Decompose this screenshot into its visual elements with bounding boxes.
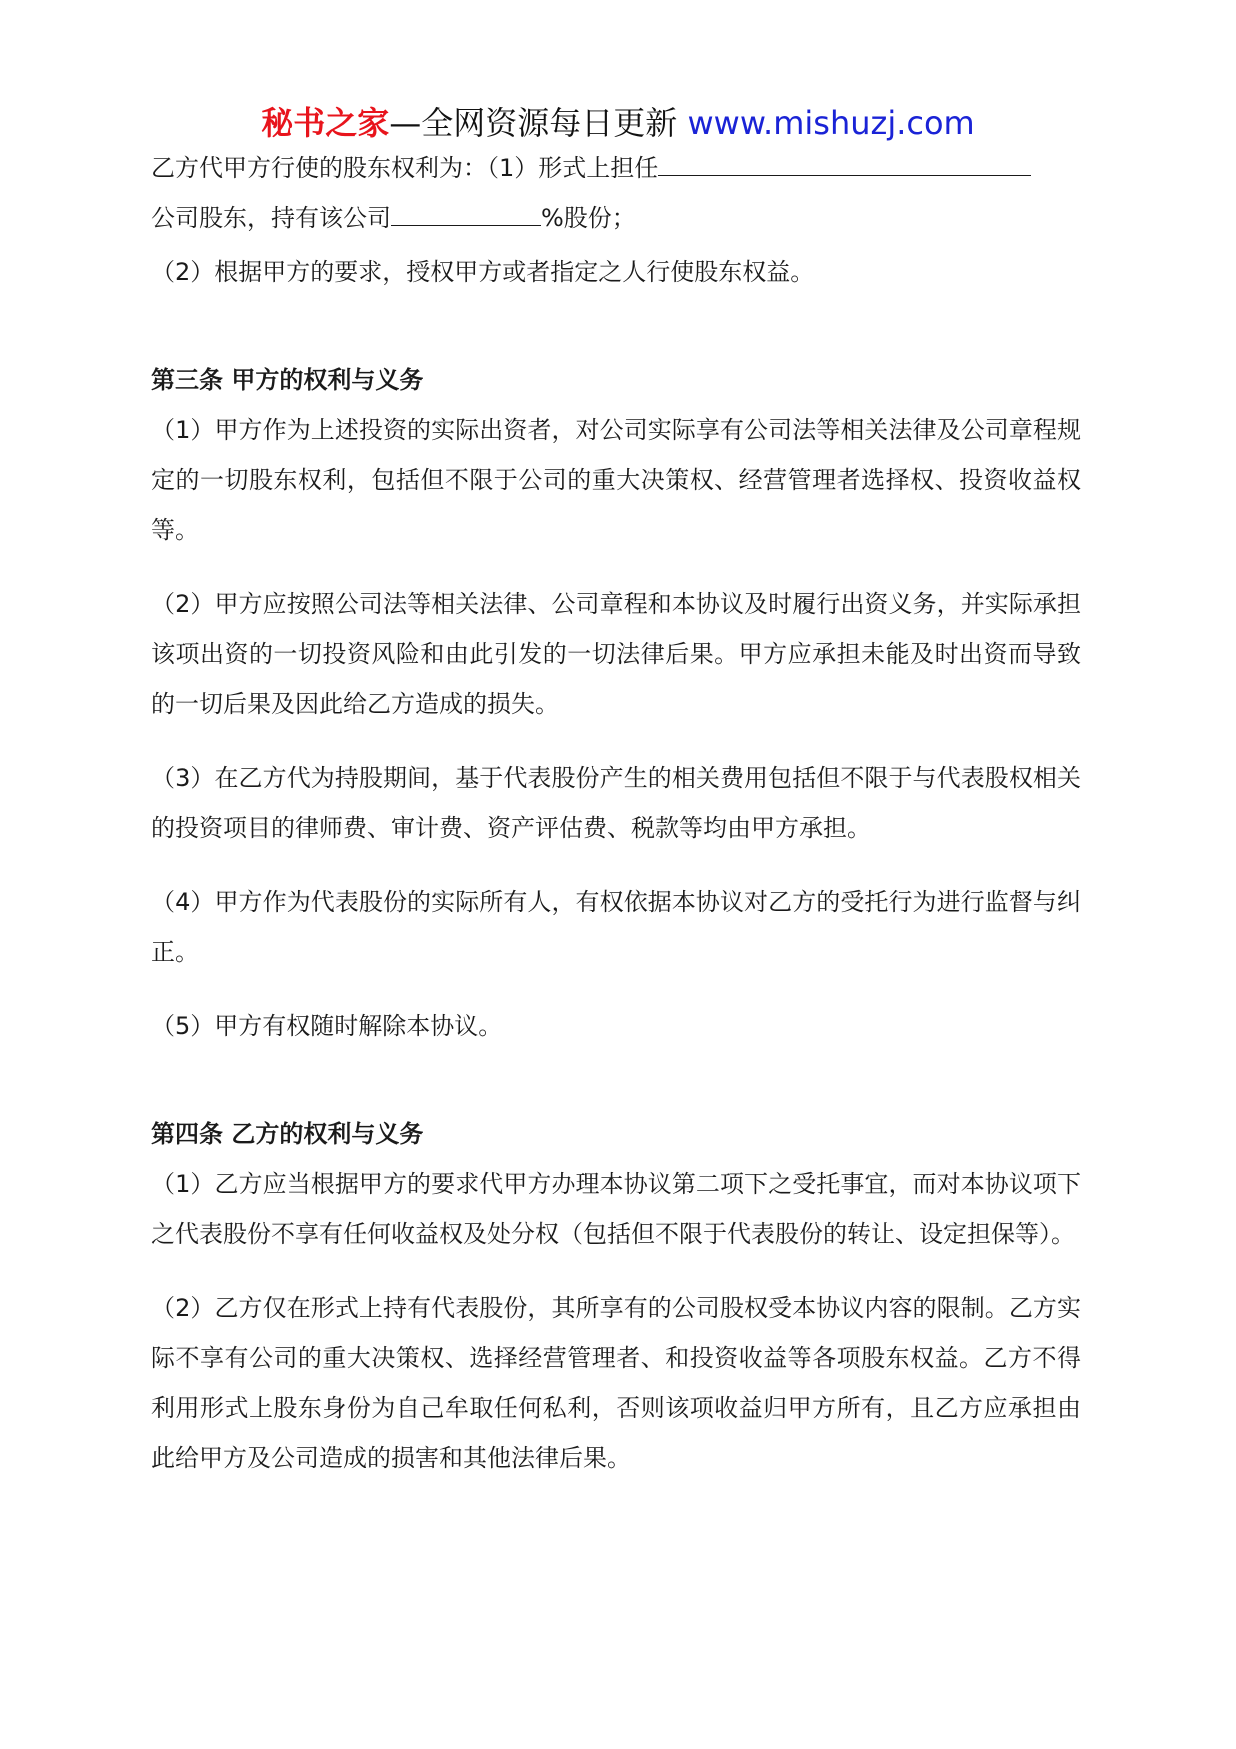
header-tagline: —全网资源每日更新: [389, 104, 678, 142]
section-4-item: （1）乙方应当根据甲方的要求代甲方办理本协议第二项下之受托事宜，而对本协议项下之代表股份不享有任何收益权及处分权（包括但不限于代表股份的转让、设定担保等）。: [151, 1170, 1081, 1248]
paragraph-text: 乙方代甲方行使的股东权利为：（1）形式上担任: [151, 154, 659, 182]
header-brand: 秘书之家: [261, 104, 390, 142]
section-3-item: （1）甲方作为上述投资的实际出资者，对公司实际享有公司法等相关法律及公司章程规定的一切股东权利，包括但不限于公司的重大决策权、经营管理者选择权、投资收益权等。: [151, 416, 1081, 544]
paragraph-authorization: （2）根据甲方的要求，授权甲方或者指定之人行使股东权益。: [151, 258, 815, 286]
section-3-item: （5）甲方有权随时解除本协议。: [151, 1012, 503, 1040]
blank-company-name: [658, 143, 1031, 176]
document-body: [151, 143, 1081, 1507]
page-header: [0, 101, 1236, 145]
section-3-title: 第三条 甲方的权利与义务: [151, 366, 424, 394]
blank-share-percent: [391, 193, 541, 226]
section-4-item: （2）乙方仅在形式上持有代表股份，其所享有的公司股权受本协议内容的限制。乙方实际不享有公司的重大决策权、选择经营管理者、和投资收益等各项股东权益。乙方不得利用形式上股东身份为自己牟取任何私利，否则该项收益归甲方所有，且乙方应承担由此给甲方及公司造成的损害和其他法律后果。: [151, 1294, 1081, 1472]
paragraph-text: 公司股东，持有该公司: [151, 204, 391, 232]
section-3-item: （2）甲方应按照公司法等相关法律、公司章程和本协议及时履行出资义务，并实际承担该项出资的一切投资风险和由此引发的一切法律后果。甲方应承担未能及时出资而导致的一切后果及因此给乙方造成的损失。: [151, 590, 1081, 718]
section-3-item: （3）在乙方代为持股期间，基于代表股份产生的相关费用包括但不限于与代表股权相关的投资项目的律师费、审计费、资产评估费、税款等均由甲方承担。: [151, 764, 1081, 842]
section-3-item: （4）甲方作为代表股份的实际所有人，有权依据本协议对乙方的受托行为进行监督与纠正。: [151, 888, 1081, 966]
header-site-link[interactable]: www.mishuzj.com: [687, 104, 975, 142]
paragraph-text: %股份；: [541, 204, 636, 232]
section-4-title: 第四条 乙方的权利与义务: [151, 1120, 424, 1148]
paragraph-shareholder-rights: [151, 143, 1081, 243]
